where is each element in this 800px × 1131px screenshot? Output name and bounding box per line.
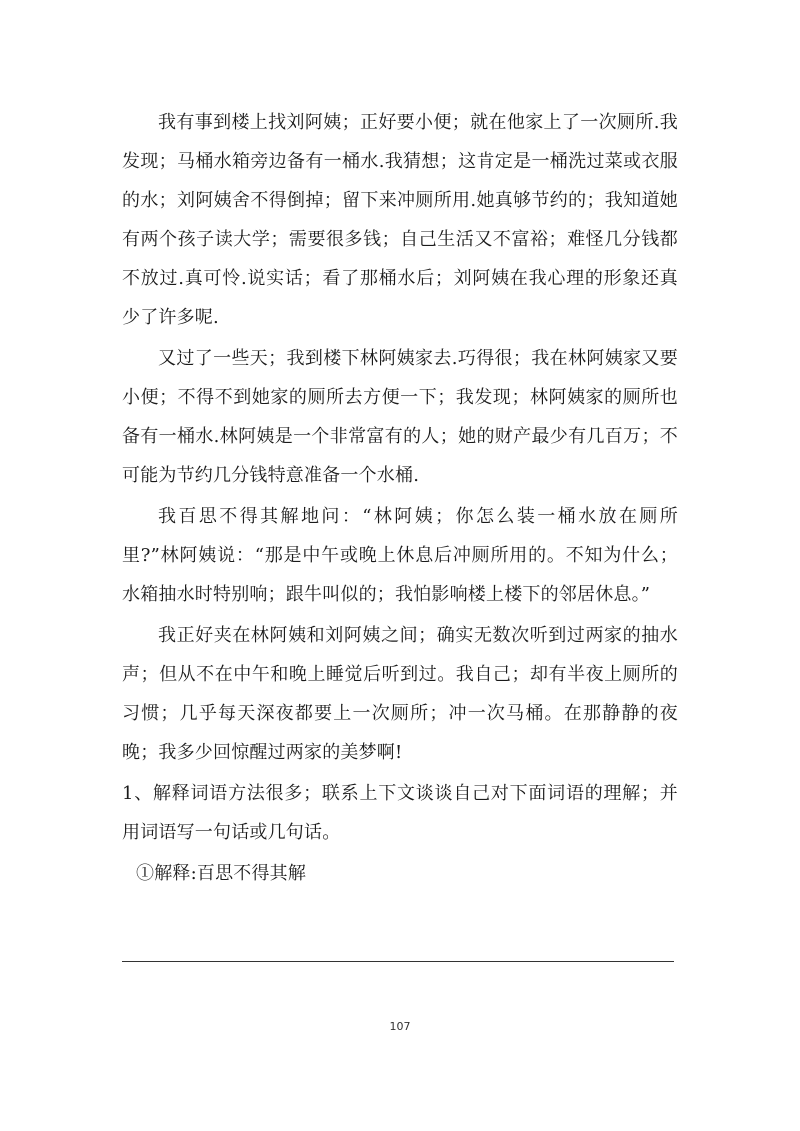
paragraph-4: 我正好夹在林阿姨和刘阿姨之间；确实无数次听到过两家的抽水声；但从不在中午和晚上睡觉后听到过。我自己；却有半夜上厕所的习惯；几乎每天深夜都要上一次厕所；冲一次马桶。在那静静的夜晚；我多少回惊醒过两家的美梦啊! <box>122 625 678 763</box>
question-item-1: ①解释:百思不得其解 <box>136 863 307 884</box>
question-1: 1、解释词语方法很多；联系上下文谈谈自己对下面词语的理解；并用词语写一句话或几句话。 <box>122 783 678 843</box>
document-body <box>122 103 678 895</box>
page-number: 107 <box>389 1020 411 1033</box>
paragraph-1: 我有事到楼上找刘阿姨；正好要小便；就在他家上了一次厕所.我发现；马桶水箱旁边备有一桶水.我猜想；这肯定是一桶洗过菜或衣服的水；刘阿姨舍不得倒掉；留下来冲厕所用.她真够节约的；我知道她有两个孩子读大学；需要很多钱；自己生活又不富裕；难怪几分钱都不放过.真可怜.说实话；看了那桶水后；刘阿姨在我心理的形象还真少了许多呢. <box>122 112 678 328</box>
paragraph-2: 又过了一些天；我到楼下林阿姨家去.巧得很；我在林阿姨家又要小便；不得不到她家的厕所去方便一下；我发现；林阿姨家的厕所也备有一桶水.林阿姨是一个非常富有的人；她的财产最少有几百万；不可能为节约几分钱特意准备一个水桶. <box>122 348 678 486</box>
paragraph-3: 我百思不得其解地问：“林阿姨；你怎么装一桶水放在厕所里?”林阿姨说：“那是中午或晚上休息后冲厕所用的。不知为什么；水箱抽水时特别响；跟牛叫似的；我怕影响楼上楼下的邻居休息。” <box>122 506 678 605</box>
answer-line[interactable] <box>122 961 674 962</box>
